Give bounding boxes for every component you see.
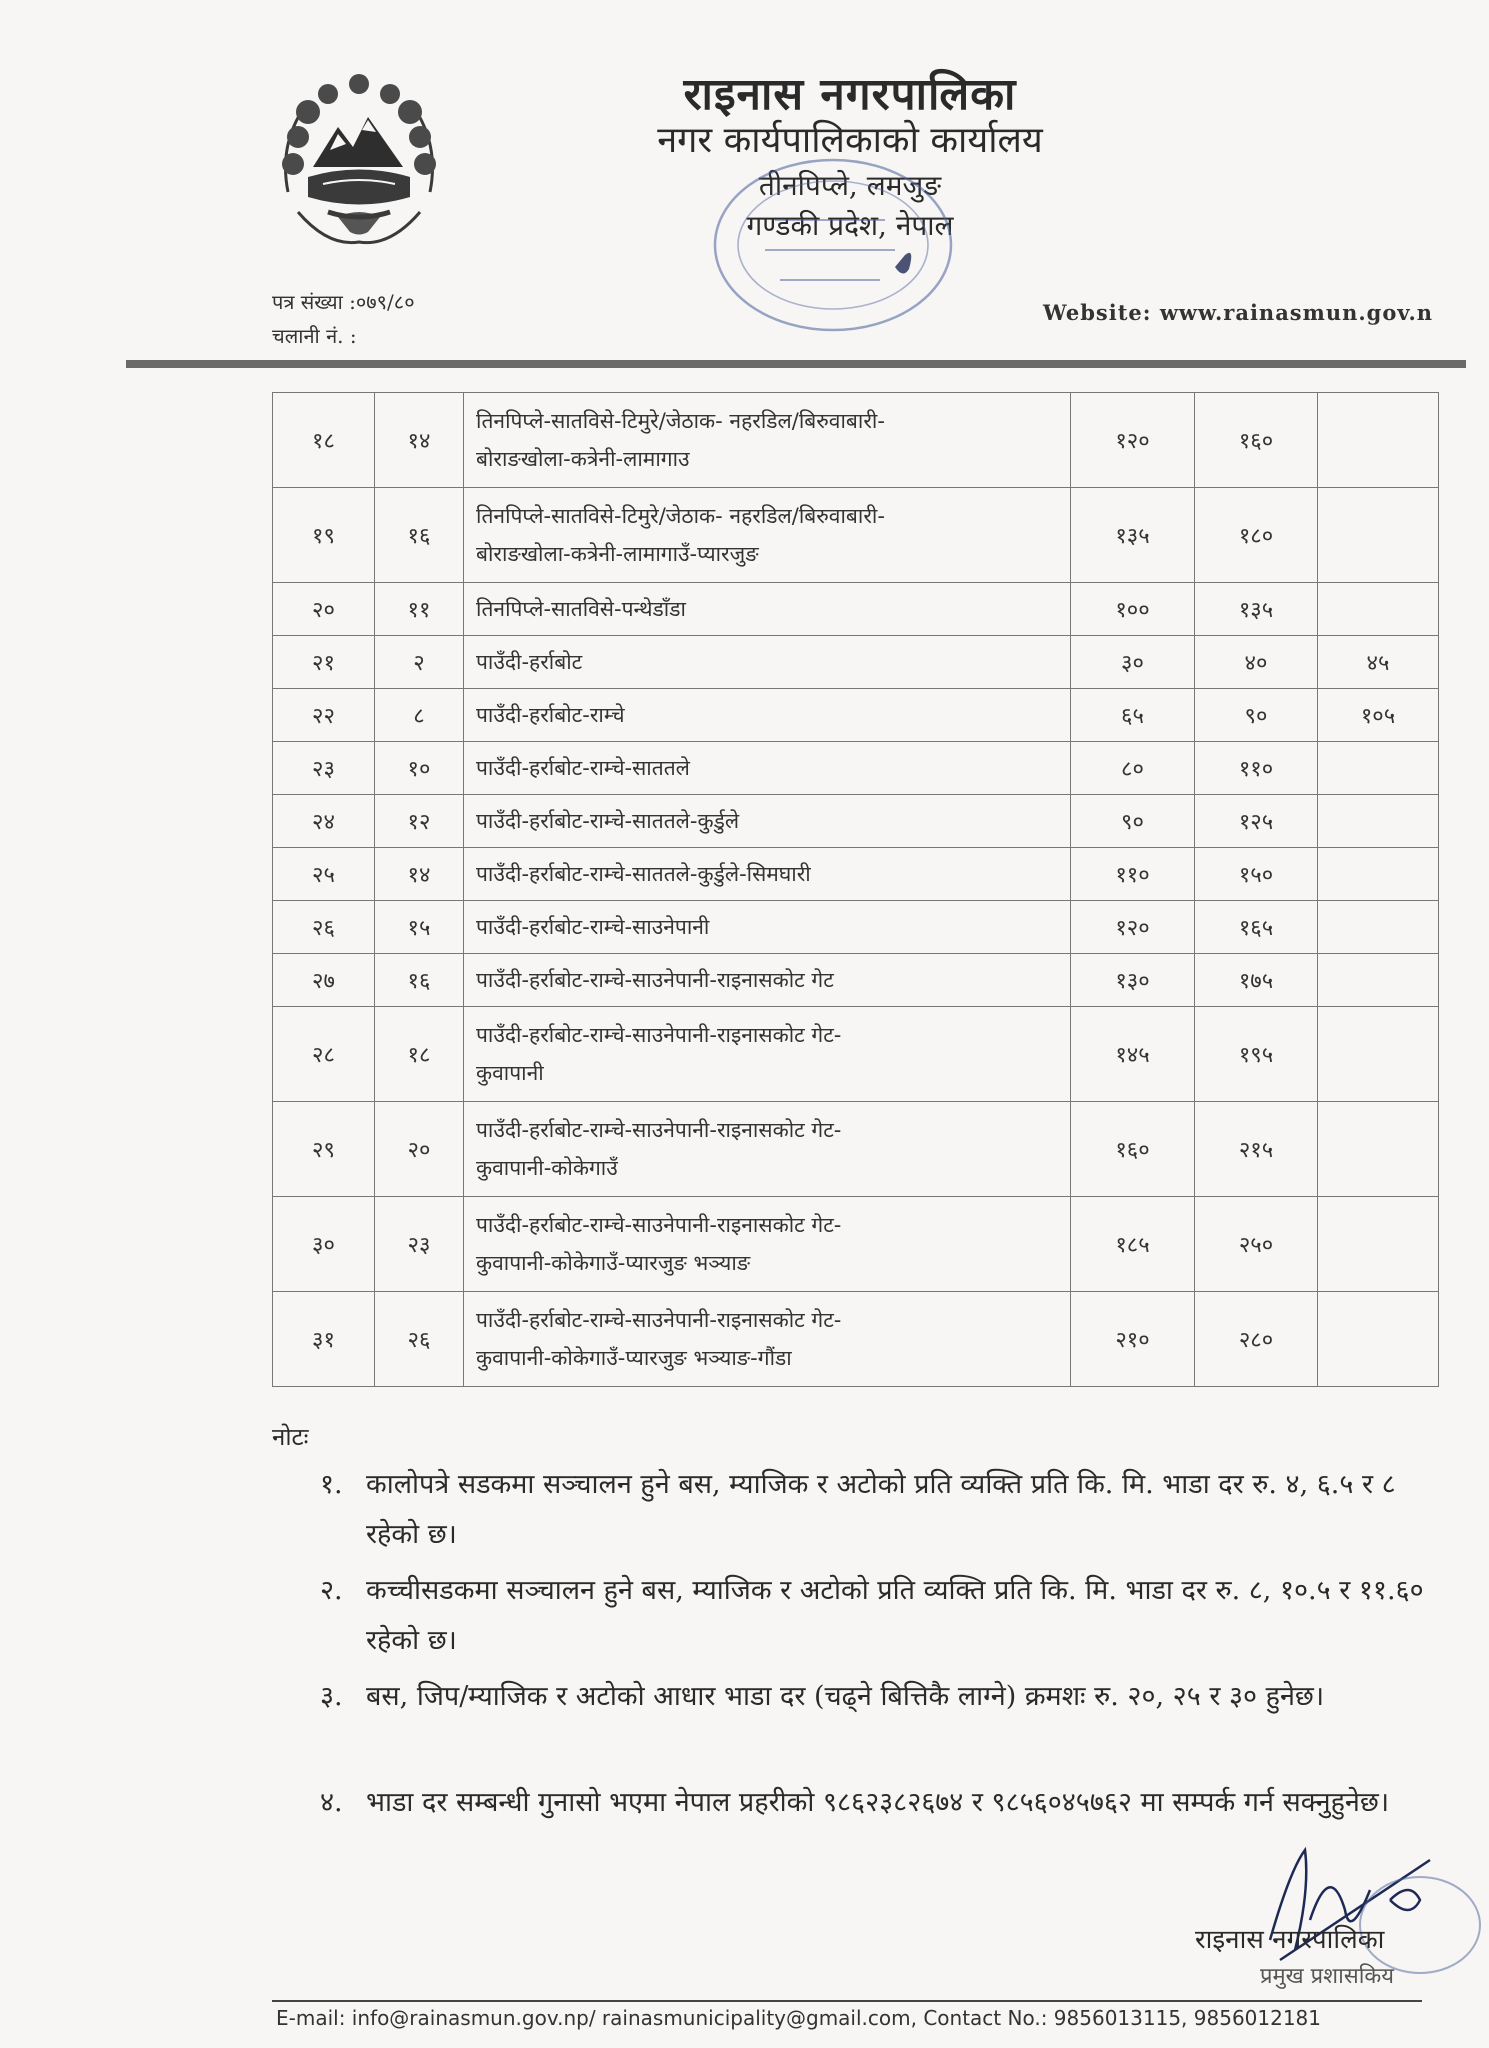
distance-cell: १० xyxy=(375,742,464,795)
fare-bus-cell: ११० xyxy=(1071,848,1195,901)
route-line: पाउँदी-हर्राबोट-राम्चे-साउनेपानी-राइनासकोट गेट xyxy=(476,968,834,992)
fare-row xyxy=(273,689,1439,742)
website-url: Website: www.rainasmun.gov.n xyxy=(1043,300,1434,325)
route-line: कुवापानी-कोकेगाउँ xyxy=(476,1156,618,1180)
fare-row xyxy=(273,1007,1439,1102)
fare-magic-cell: १६० xyxy=(1195,393,1318,488)
serial-number-cell: २४ xyxy=(273,795,375,848)
route-cell xyxy=(464,1102,1071,1197)
route-line: पाउँदी-हर्राबोट xyxy=(476,650,583,674)
fare-row xyxy=(273,901,1439,954)
serial-number-cell: २० xyxy=(273,583,375,636)
fare-auto-cell: ४५ xyxy=(1318,636,1439,689)
fare-row xyxy=(273,1292,1439,1387)
fare-auto-cell xyxy=(1318,583,1439,636)
distance-cell: ८ xyxy=(375,689,464,742)
note-text: बस, जिप/म्याजिक र अटोको आधार भाडा दर (चढ्ने बित्तिकै लाग्ने) क्रमशः रु. २०, २५ र ३० हुनेछ। xyxy=(366,1681,1325,1712)
handwritten-signature xyxy=(1250,1830,1485,1980)
fare-auto-cell xyxy=(1318,954,1439,1007)
serial-number-cell: २७ xyxy=(273,954,375,1007)
route-line: तिनपिप्ले-सातविसे-टिमुरे/जेठाक- नहरडिल/बिरुवाबारी- xyxy=(476,504,885,528)
fare-row xyxy=(273,488,1439,583)
route-line: पाउँदी-हर्राबोट-राम्चे-साउनेपानी-राइनासकोट गेट- xyxy=(476,1023,842,1047)
fare-magic-cell: २५० xyxy=(1195,1197,1318,1292)
fare-bus-cell: १३५ xyxy=(1071,488,1195,583)
serial-number-cell: २९ xyxy=(273,1102,375,1197)
route-cell xyxy=(464,901,1071,954)
distance-cell: १६ xyxy=(375,488,464,583)
distance-cell: १८ xyxy=(375,1007,464,1102)
signature-office: राइनास नगरपालिका xyxy=(1195,1925,1385,1955)
nepal-emblem-icon xyxy=(268,72,450,250)
dispatch-number: चलानी नं. : xyxy=(272,324,357,348)
fare-magic-cell: ११० xyxy=(1195,742,1318,795)
distance-cell: २० xyxy=(375,1102,464,1197)
route-line: पाउँदी-हर्राबोट-राम्चे-साततले-कुर्डुले-सिमघारी xyxy=(476,862,811,886)
note-number: १. xyxy=(320,1469,343,1500)
fare-auto-cell: १०५ xyxy=(1318,689,1439,742)
serial-number-cell: ३१ xyxy=(273,1292,375,1387)
fare-magic-cell: २८० xyxy=(1195,1292,1318,1387)
note-item xyxy=(320,1672,1430,1722)
note-number: ३. xyxy=(320,1681,343,1712)
fare-magic-cell: १९५ xyxy=(1195,1007,1318,1102)
fare-bus-cell: १३० xyxy=(1071,954,1195,1007)
route-cell xyxy=(464,488,1071,583)
serial-number-cell: २३ xyxy=(273,742,375,795)
distance-cell: १४ xyxy=(375,393,464,488)
distance-cell: १५ xyxy=(375,901,464,954)
fare-bus-cell: १६० xyxy=(1071,1102,1195,1197)
route-line: बोराङखोला-कत्रेनी-लामागाउँ-प्यारजुङ xyxy=(476,542,759,566)
serial-number-cell: १९ xyxy=(273,488,375,583)
municipality-name: राइनास नगरपालिका xyxy=(683,69,1017,120)
fare-bus-cell: १८५ xyxy=(1071,1197,1195,1292)
serial-number-cell: २८ xyxy=(273,1007,375,1102)
fare-bus-cell: २१० xyxy=(1071,1292,1195,1387)
note-item xyxy=(320,1460,1430,1560)
fare-auto-cell xyxy=(1318,742,1439,795)
note-text: भाडा दर सम्बन्धी गुनासो भएमा नेपाल प्रहरीको ९८६२३८२६७४ र ९८५६०४५७६२ मा सम्पर्क गर्न सक्नुहुनेछ। xyxy=(366,1787,1390,1818)
fare-auto-cell xyxy=(1318,488,1439,583)
serial-number-cell: १८ xyxy=(273,393,375,488)
route-cell xyxy=(464,636,1071,689)
fare-row xyxy=(273,636,1439,689)
fare-bus-cell: ३० xyxy=(1071,636,1195,689)
route-cell xyxy=(464,1292,1071,1387)
route-cell xyxy=(464,1007,1071,1102)
fare-bus-cell: १२० xyxy=(1071,901,1195,954)
fare-row xyxy=(273,848,1439,901)
office-location: तीनपिप्ले, लमजुङ xyxy=(758,169,942,202)
distance-cell: १६ xyxy=(375,954,464,1007)
fare-table xyxy=(272,392,1439,1387)
distance-cell: १४ xyxy=(375,848,464,901)
fare-bus-cell: ८० xyxy=(1071,742,1195,795)
fare-row xyxy=(273,583,1439,636)
fare-auto-cell xyxy=(1318,1197,1439,1292)
fare-row xyxy=(273,742,1439,795)
route-cell xyxy=(464,742,1071,795)
note-number: २. xyxy=(320,1575,343,1606)
route-line: पाउँदी-हर्राबोट-राम्चे-साततले-कुर्डुले xyxy=(476,809,740,833)
letter-number: पत्र संख्या :०७९/८० xyxy=(272,290,415,314)
route-line: बोराङखोला-कत्रेनी-लामागाउ xyxy=(476,447,690,471)
route-cell xyxy=(464,1197,1071,1292)
note-item xyxy=(320,1566,1430,1666)
serial-number-cell: २५ xyxy=(273,848,375,901)
office-name: नगर कार्यपालिकाको कार्यालय xyxy=(657,120,1043,161)
serial-number-cell: ३० xyxy=(273,1197,375,1292)
header-divider xyxy=(126,360,1466,368)
fare-magic-cell: २१५ xyxy=(1195,1102,1318,1197)
fare-auto-cell xyxy=(1318,1102,1439,1197)
route-line: पाउँदी-हर्राबोट-राम्चे-साउनेपानी xyxy=(476,915,710,939)
fare-bus-cell: ९० xyxy=(1071,795,1195,848)
route-line: तिनपिप्ले-सातविसे-टिमुरे/जेठाक- नहरडिल/बिरुवाबारी- xyxy=(476,409,885,433)
route-cell xyxy=(464,848,1071,901)
fare-auto-cell xyxy=(1318,795,1439,848)
fare-magic-cell: १२५ xyxy=(1195,795,1318,848)
office-province: गण्डकी प्रदेश, नेपाल xyxy=(746,209,954,242)
fare-magic-cell: १७५ xyxy=(1195,954,1318,1007)
route-cell xyxy=(464,795,1071,848)
route-line: कुवापानी-कोकेगाउँ-प्यारजुङ भञ्याङ xyxy=(476,1251,751,1275)
route-line: कुवापानी xyxy=(476,1061,544,1085)
fare-magic-cell: ४० xyxy=(1195,636,1318,689)
fare-auto-cell xyxy=(1318,393,1439,488)
note-text: कच्चीसडकमा सञ्चालन हुने बस, म्याजिक र अटोको प्रति व्यक्ति प्रति कि. मि. भाडा दर रु. ८, १०.५ र ११.६० रहेको छ। xyxy=(366,1575,1424,1656)
note-number: ४. xyxy=(320,1787,343,1818)
distance-cell: २३ xyxy=(375,1197,464,1292)
route-cell xyxy=(464,583,1071,636)
fare-bus-cell: १०० xyxy=(1071,583,1195,636)
note-text: कालोपत्रे सडकमा सञ्चालन हुने बस, म्याजिक र अटोको प्रति व्यक्ति प्रति कि. मि. भाडा दर रु. ४, ६.५ र ८ रहेको छ। xyxy=(366,1469,1396,1550)
distance-cell: २ xyxy=(375,636,464,689)
route-line: तिनपिप्ले-सातविसे-पन्थेडाँडा xyxy=(476,597,686,621)
route-line: पाउँदी-हर्राबोट-राम्चे-साउनेपानी-राइनासकोट गेट- xyxy=(476,1213,842,1237)
footer-divider xyxy=(272,2000,1422,2002)
route-cell xyxy=(464,689,1071,742)
footer-contact: E-mail: info@rainasmun.gov.np/ rainasmunicipality@gmail.com, Contact No.: 9856013115, 9856012181 xyxy=(276,2006,1322,2030)
route-cell xyxy=(464,954,1071,1007)
fare-auto-cell xyxy=(1318,848,1439,901)
fare-magic-cell: १८० xyxy=(1195,488,1318,583)
fare-row xyxy=(273,954,1439,1007)
signature-role: प्रमुख प्रशासकिय xyxy=(1260,1964,1395,1989)
notes-title: नोटः xyxy=(272,1423,309,1451)
distance-cell: ११ xyxy=(375,583,464,636)
route-line: पाउँदी-हर्राबोट-राम्चे-साउनेपानी-राइनासकोट गेट- xyxy=(476,1308,842,1332)
fare-row xyxy=(273,393,1439,488)
fare-bus-cell: १४५ xyxy=(1071,1007,1195,1102)
fare-row xyxy=(273,795,1439,848)
distance-cell: २६ xyxy=(375,1292,464,1387)
distance-cell: १२ xyxy=(375,795,464,848)
route-line: कुवापानी-कोकेगाउँ-प्यारजुङ भञ्याङ-गौंडा xyxy=(476,1346,792,1370)
fare-magic-cell: १६५ xyxy=(1195,901,1318,954)
fare-magic-cell: १३५ xyxy=(1195,583,1318,636)
route-cell xyxy=(464,393,1071,488)
serial-number-cell: २६ xyxy=(273,901,375,954)
route-line: पाउँदी-हर्राबोट-राम्चे-साउनेपानी-राइनासकोट गेट- xyxy=(476,1118,842,1142)
fare-magic-cell: १५० xyxy=(1195,848,1318,901)
fare-row xyxy=(273,1102,1439,1197)
fare-bus-cell: ६५ xyxy=(1071,689,1195,742)
fare-auto-cell xyxy=(1318,1292,1439,1387)
route-line: पाउँदी-हर्राबोट-राम्चे xyxy=(476,703,625,727)
fare-magic-cell: ९० xyxy=(1195,689,1318,742)
fare-row xyxy=(273,1197,1439,1292)
note-item xyxy=(320,1778,1430,1828)
fare-auto-cell xyxy=(1318,1007,1439,1102)
office-stamp xyxy=(705,150,960,340)
serial-number-cell: २२ xyxy=(273,689,375,742)
route-line: पाउँदी-हर्राबोट-राम्चे-साततले xyxy=(476,756,690,780)
serial-number-cell: २१ xyxy=(273,636,375,689)
fare-auto-cell xyxy=(1318,901,1439,954)
fare-bus-cell: १२० xyxy=(1071,393,1195,488)
